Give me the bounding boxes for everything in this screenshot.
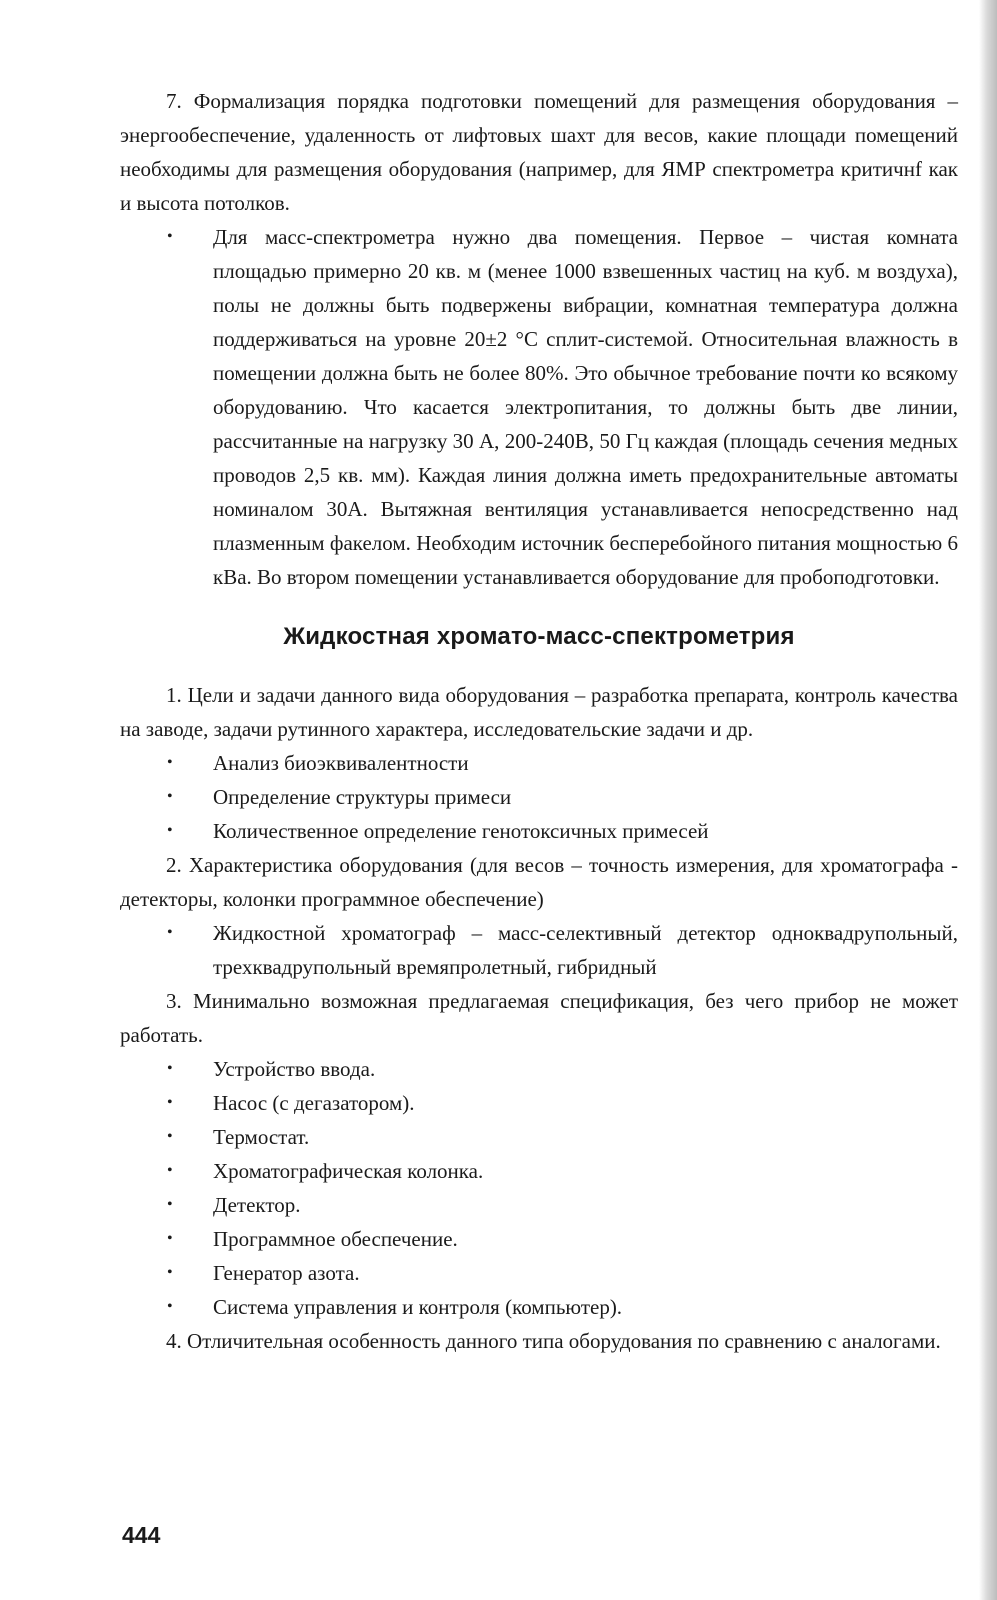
list-item: [120, 1222, 958, 1256]
list-item: [120, 746, 958, 780]
intro-bullet-list: [120, 220, 958, 594]
intro-paragraph: 7. Формализация порядка подготовки помещений для размещения оборудования – энергообеспечение, удаленность от лифтовых шахт для весов, какие площади помещений необходимы для размещения оборудования (например, для ЯМР спектрометра критичнf как и высота потолков.: [120, 89, 958, 215]
bullet-icon: •: [167, 1298, 173, 1315]
list-item-text: Система управления и контроля (компьютер).: [213, 1295, 623, 1319]
bullet-icon: •: [167, 1094, 173, 1111]
list-item-text: Хроматографическая колонка.: [213, 1159, 484, 1183]
list-item: [120, 1256, 958, 1290]
list-item: [120, 916, 958, 984]
bullet-icon: •: [167, 788, 173, 805]
list-item-text: Детектор.: [213, 1193, 301, 1217]
point-2-bullet-list: [120, 916, 958, 984]
point-3-text: 3. Минимально возможная предлагаемая спецификация, без чего прибор не может работать.: [120, 989, 958, 1047]
bullet-icon: •: [167, 1162, 173, 1179]
list-item: [120, 1290, 958, 1324]
list-item: [120, 1086, 958, 1120]
section-heading: Жидкостная хромато-масс-спектрометрия: [283, 623, 795, 650]
point-3-bullet-list: [120, 1052, 958, 1324]
point-2-text: 2. Характеристика оборудования (для весов – точность измерения, для хроматографа - детекторы, колонки программное обеспечение): [120, 853, 958, 911]
list-item: [120, 1188, 958, 1222]
list-item: [120, 814, 958, 848]
list-item-text: Термостат.: [213, 1125, 310, 1149]
list-item-text: Устройство ввода.: [213, 1057, 376, 1081]
bullet-icon: •: [167, 822, 173, 839]
list-item-text: Анализ биоэквивалентности: [213, 751, 469, 775]
list-item-text: Генератор азота.: [213, 1261, 360, 1285]
bullet-icon: •: [167, 924, 173, 941]
bullet-icon: •: [167, 754, 173, 771]
page-body: [120, 84, 958, 1358]
bullet-icon: •: [167, 228, 173, 245]
list-item-text: Определение структуры примеси: [213, 785, 512, 809]
list-item: [120, 1052, 958, 1086]
list-item-text: Насос (с дегазатором).: [213, 1091, 415, 1115]
bullet-icon: •: [167, 1196, 173, 1213]
bullet-icon: •: [167, 1264, 173, 1281]
list-item-text: Жидкостной хроматограф – масс-селективный детектор одноквадрупольный, трехквадрупольный времяпролетный, гибридный: [213, 921, 958, 979]
bullet-icon: •: [167, 1230, 173, 1247]
list-item: [120, 220, 958, 594]
list-item-text: Количественное определение генотоксичных примесей: [213, 819, 709, 843]
bullet-icon: •: [167, 1060, 173, 1077]
list-item: [120, 1120, 958, 1154]
point-4-text: 4. Отличительная особенность данного типа оборудования по сравнению с аналогами.: [166, 1329, 941, 1353]
list-item: [120, 1154, 958, 1188]
point-1-bullet-list: [120, 746, 958, 848]
page-edge-shadow: [979, 0, 997, 1600]
list-item-text: Для масс-спектрометра нужно два помещения. Первое – чистая комната площадью примерно 20 кв. м (менее 1000 взвешенных частиц на куб. м воздуха), полы не должны быть подвержены вибрации, комнатная температура должна поддерживаться на уровне 20±2 °С сплит-системой. Относительная влажность в помещении должна быть не более 80%. Это обычное требование почти ко всякому оборудованию. Что касается электропитания, то должны быть две линии, рассчитанные на нагрузку 30 А, 200-240В, 50 Гц каждая (площадь сечения медных проводов 2,5 кв. мм). Каждая линия должна иметь предохранительные автоматы номиналом 30А. Вытяжная вентиляция устанавливается непосредственно над плазменным факелом. Необходим источник бесперебойного питания мощностью 6 кВа. Во втором помещении устанавливается оборудование для пробоподготовки.: [213, 225, 958, 589]
list-item-text: Программное обеспечение.: [213, 1227, 458, 1251]
list-item: [120, 780, 958, 814]
page-number: 444: [122, 1522, 161, 1548]
point-1-text: 1. Цели и задачи данного вида оборудования – разработка препарата, контроль качества на заводе, задачи рутинного характера, исследовательские задачи и др.: [120, 683, 958, 741]
bullet-icon: •: [167, 1128, 173, 1145]
